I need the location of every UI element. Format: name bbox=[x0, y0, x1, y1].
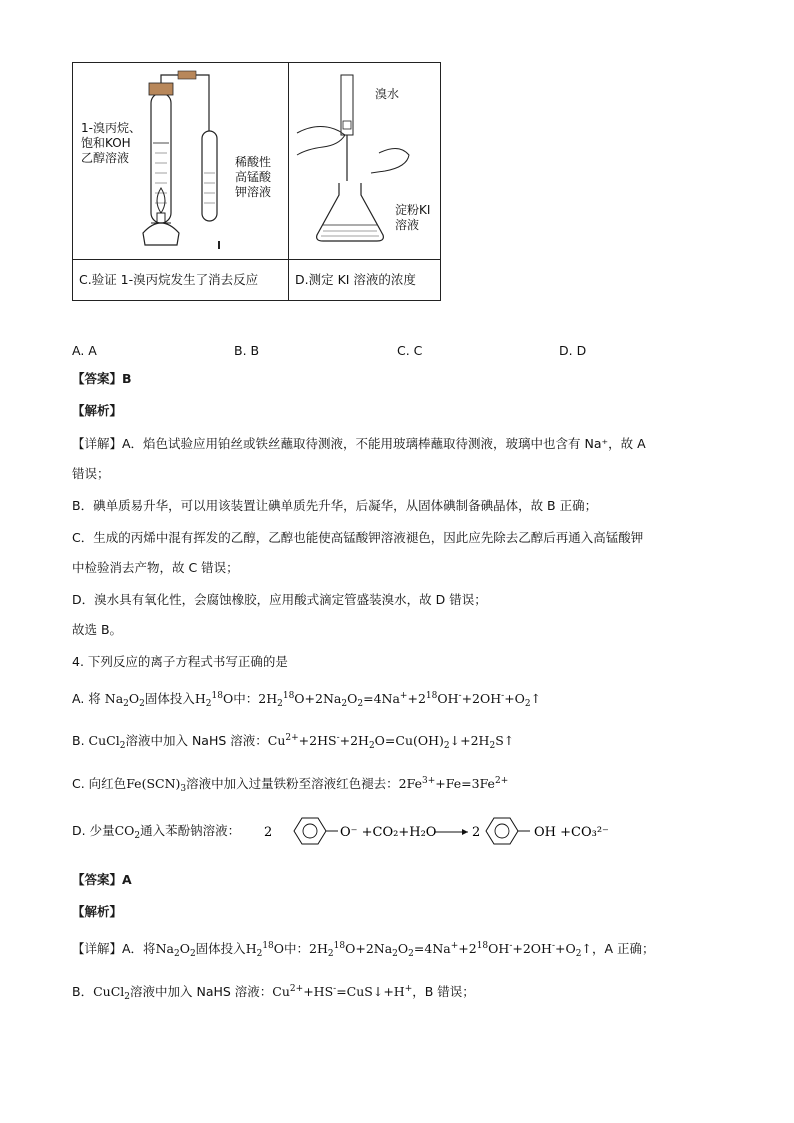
q4-d-prefix: D. 少量 bbox=[72, 823, 115, 838]
option-c: C. C bbox=[397, 343, 423, 358]
q3-detail-c-line2: 中检验消去产物，故 C 错误； bbox=[72, 560, 239, 575]
option-b: B. B bbox=[234, 343, 260, 358]
q4-d-mid: 通入苯酚钠溶液： bbox=[140, 823, 241, 838]
q4-option-a bbox=[72, 687, 541, 713]
q3-detail-a-line2: 错误； bbox=[72, 466, 110, 481]
q4-detail-a-verdict: ，A 正确； bbox=[591, 941, 655, 956]
q3-conclusion: 故选 B。 bbox=[72, 622, 123, 637]
q4-d-coef-2: 2 bbox=[264, 825, 273, 840]
option-a: A. A bbox=[72, 343, 97, 358]
q4-d-formula-co2: $CO_2$ bbox=[114, 823, 141, 841]
q4-stem: 4. 下列反应的离子方程式书写正确的是 bbox=[72, 654, 288, 669]
q4-b-prefix: B. bbox=[72, 733, 85, 748]
q4-detail-b-mid: 溶液中加入 NaHS 溶液： bbox=[130, 984, 273, 999]
q3-analysis-heading: 【解析】 bbox=[72, 403, 123, 418]
caption-d: D.测定 KI 溶液的浓度 bbox=[289, 260, 441, 301]
q4-detail-a-suffix-colon: 中： bbox=[284, 941, 310, 956]
q4-b-mid: 溶液中加入 NaHS 溶液： bbox=[125, 733, 268, 748]
q4-c-equation: $2Fe^{3+}+Fe=3Fe^{2+}$ bbox=[398, 776, 509, 791]
q4-detail-a bbox=[72, 937, 654, 963]
q4-answer: 【答案】A bbox=[72, 872, 132, 887]
q4-detail-a-equation: $2H_2^{18}O+2Na_2O_2=4Na^++2^{18}OH^-+2OH^-+O_2↑$ bbox=[309, 941, 592, 959]
q4-b-formula-cucl2: CuCl$_2$ bbox=[88, 733, 126, 751]
q4-option-d bbox=[72, 822, 240, 845]
q4-detail-a-prefix: 【详解】A．将 bbox=[72, 941, 156, 956]
figure-c-label-line2: 饱和KOH bbox=[81, 136, 131, 150]
q4-detail-a-formula-na2o2: $Na_2O_2$ bbox=[155, 941, 196, 959]
q3-detail-a-line1: 【详解】A．焰色试验应用铂丝或铁丝蘸取待测液，不能用玻璃棒蘸取待测液，玻璃中也含有 Na⁺，故 A bbox=[72, 436, 646, 451]
svg-text:2: 2 bbox=[472, 825, 481, 840]
q4-option-c bbox=[72, 772, 508, 798]
q4-detail-b bbox=[72, 980, 475, 1006]
q4-detail-a-formula-water: $H_2^{18}O$ bbox=[245, 941, 285, 959]
q4-a-mid: 固体投入 bbox=[144, 691, 195, 706]
q3-detail-d: D．溴水具有氧化性，会腐蚀橡胶，应用酸式滴定管盛装溴水，故 D 错误； bbox=[72, 592, 487, 607]
q4-c-prefix: C. 向红色 bbox=[72, 776, 127, 791]
figure-c-reagent-line2: 高锰酸 bbox=[235, 170, 272, 184]
caption-c: C.验证 1-溴丙烷发生了消去反应 bbox=[73, 260, 289, 301]
q3-detail-b: B．碘单质易升华，可以用该装置让碘单质先升华，后凝华，从固体碘制备碘晶体，故 B 正确； bbox=[72, 498, 598, 513]
q3-analysis-label: 解析 bbox=[84, 403, 110, 418]
q3-detail-c-line1: C．生成的丙烯中混有挥发的乙醇，乙醇也能使高锰酸钾溶液褪色，因此应先除去乙醇后再通入高锰酸钾 bbox=[72, 530, 644, 545]
q4-analysis-label: 解析 bbox=[84, 904, 110, 919]
q4-a-formula-water: $H_2^{18}O$ bbox=[194, 691, 234, 709]
q4-option-b bbox=[72, 729, 514, 755]
q4-b-equation: $Cu^{2+}+2HS^-+2H_2O=Cu(OH)_2↓+2H_2S↑$ bbox=[267, 733, 515, 751]
q4-a-formula-na2o2: $Na_2O_2$ bbox=[104, 691, 145, 709]
figure-d-bromine-water-label: 溴水 bbox=[375, 87, 400, 101]
q4-detail-a-mid: 固体投入 bbox=[195, 941, 246, 956]
q4-detail-b-verdict: ，B 错误； bbox=[412, 984, 475, 999]
apparatus-table bbox=[72, 62, 441, 301]
figure-c-reagent-line3: 钾溶液 bbox=[235, 185, 272, 199]
q4-a-prefix: A. 将 bbox=[72, 691, 101, 706]
svg-text:O⁻ +CO₂+H₂O: O⁻ +CO₂+H₂O bbox=[340, 825, 437, 840]
q4-detail-b-prefix: B． bbox=[72, 984, 94, 999]
q4-detail-b-equation: $Cu^{2+}+HS^-=CuS↓+H^+$ bbox=[272, 984, 413, 999]
q4-analysis-heading: 【解析】 bbox=[72, 904, 123, 919]
figure-d-ki-label-line2: 溶液 bbox=[395, 218, 420, 232]
q4-detail-b-formula-cucl2: CuCl$_2$ bbox=[93, 984, 130, 1002]
figure-c-cell bbox=[73, 63, 289, 260]
q4-a-equation: $2H_2^{18}O+2Na_2O_2=4Na^++2^{18}OH^-+2OH^-+O_2↑$ bbox=[258, 691, 542, 709]
figure-c-label-line1: 1-溴丙烷、 bbox=[81, 121, 141, 135]
q4-a-suffix: 中： bbox=[233, 691, 259, 706]
q4-d-reaction-drawing bbox=[264, 808, 624, 854]
q3-answer: 【答案】B bbox=[72, 371, 132, 386]
svg-text:OH +CO₃²⁻: OH +CO₃²⁻ bbox=[534, 825, 609, 840]
figure-c-reagent-line1: 稀酸性 bbox=[235, 155, 272, 169]
figure-c-label-line3: 乙醇溶液 bbox=[81, 151, 130, 165]
figure-d-cell bbox=[289, 63, 441, 260]
option-d: D. D bbox=[559, 343, 587, 358]
figure-d-ki-label-line1: 淀粉KI bbox=[395, 203, 431, 217]
q4-c-mid: 溶液中加入过量铁粉至溶液红色褪去： bbox=[186, 776, 399, 791]
q4-c-formula-fescn3: $Fe(SCN)_3$ bbox=[126, 776, 187, 794]
